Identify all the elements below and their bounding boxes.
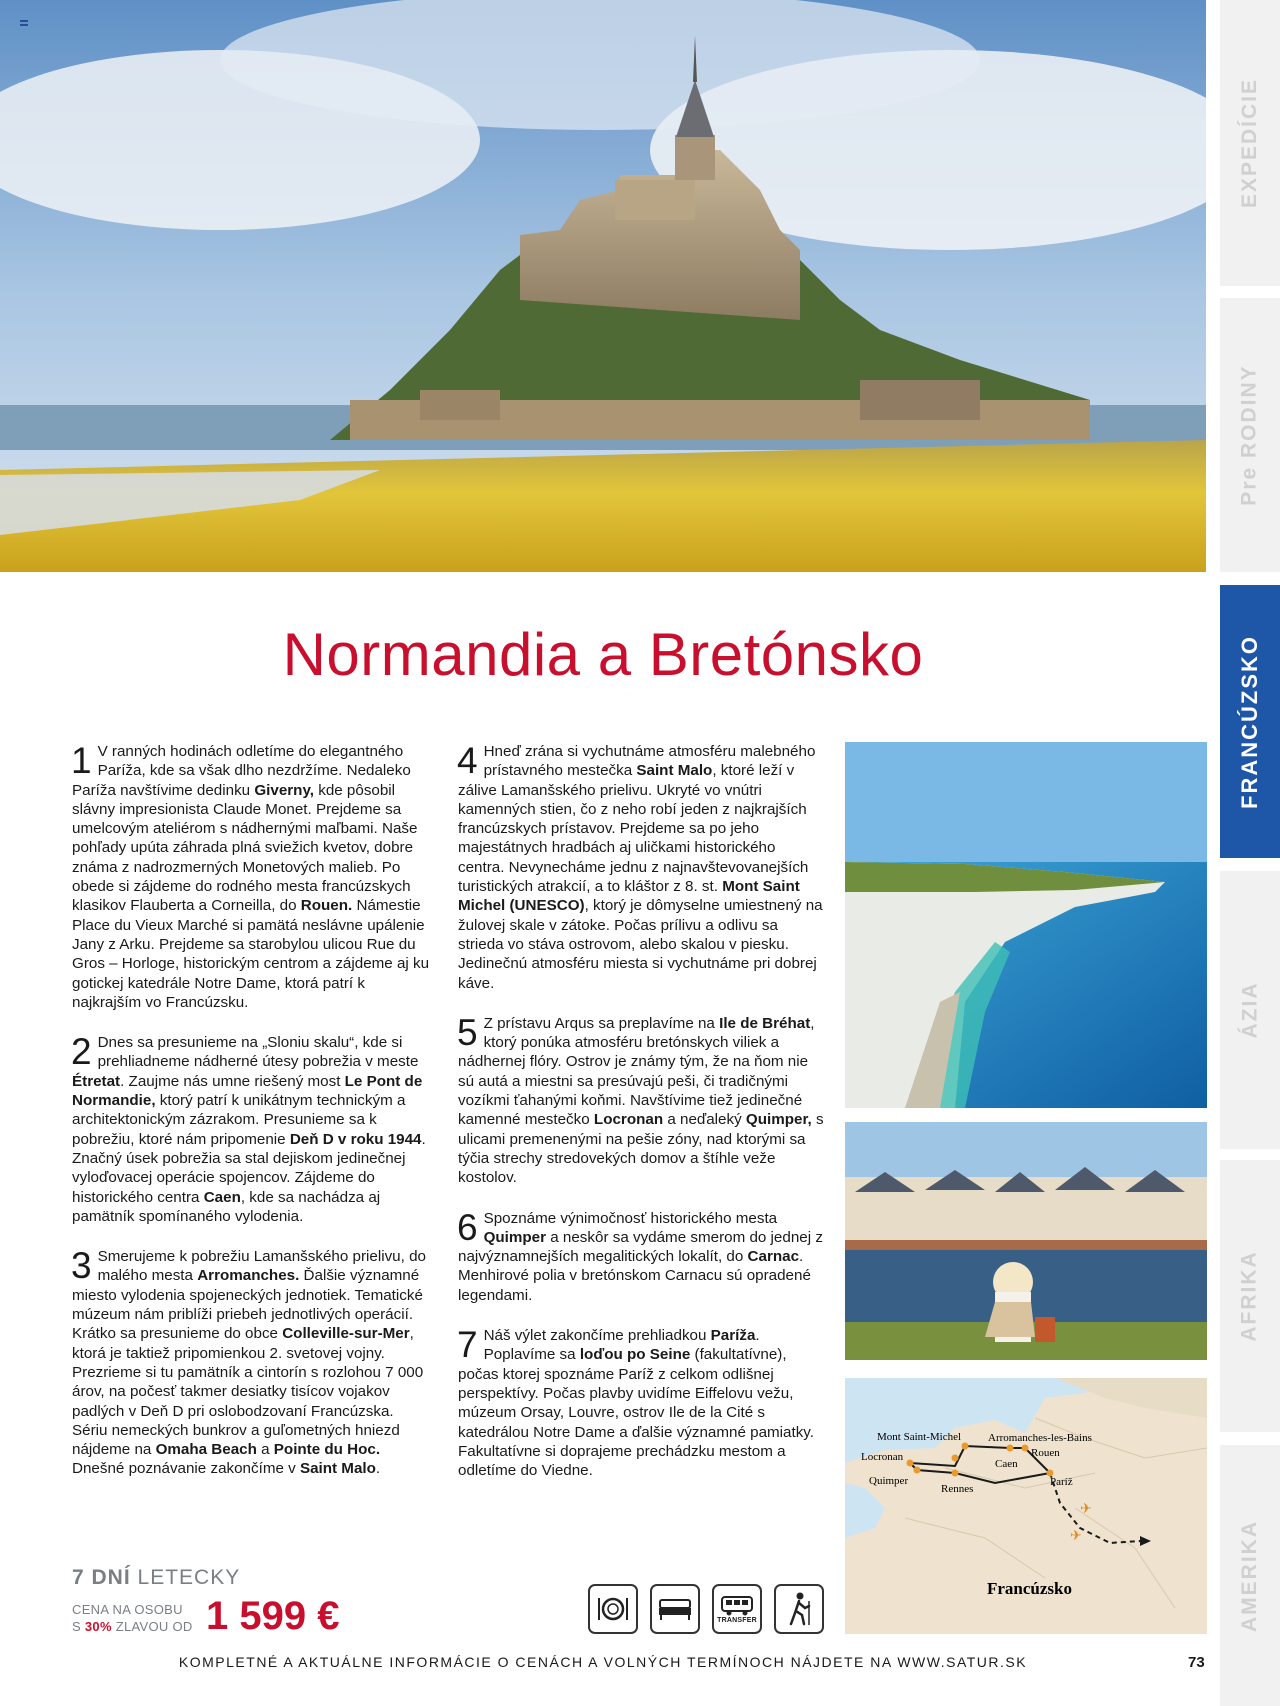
highlighted-place: Rouen. (300, 897, 353, 915)
highlighted-place: Saint Malo (636, 762, 713, 780)
day-number: 2 (71, 1031, 92, 1073)
highlighted-place: Mont Saint Michel (UNESCO) (458, 878, 800, 915)
price-label: CENA NA OSOBU S 30% ZLAVOU OD (72, 1602, 193, 1634)
itinerary-text: Smerujeme k pobrežiu Lamanšského prielivu, do malého mesta (97, 1248, 426, 1285)
itinerary-text: s ulicami premenenými na pešie zóny, nad ktorými sa týčia strechy stredovekých domov a štíhle veže kostolov. (458, 1111, 824, 1187)
highlighted-place: Ile de Bréhat (719, 1014, 811, 1032)
map-label: Quimper (869, 1475, 909, 1487)
highlighted-place: Deň D v roku 1944 (289, 1130, 422, 1148)
photo-harbour-town (845, 1122, 1207, 1360)
tab-expedicie[interactable]: EXPEDÍCIE (1220, 0, 1280, 286)
highlighted-place: Pointe du Hoc. (273, 1441, 381, 1459)
map-country-label: Francúzsko (987, 1579, 1072, 1598)
hero-photo-mont-saint-michel (0, 0, 1206, 572)
highlighted-place: Locronan (593, 1111, 664, 1129)
itinerary-text: , ktoré leží v zálive Lamanšského prielivu. Ukryté vo vnútri kamenných stien, čo z neho robí jeden z najkrajších francúzskych prístavov. Prejdeme sa po jeho majestátnych hradbách aj uličkami historického centra. Nevynecháme jednu z najnavštevovanejších turistických atrakcií, a to kláštor z 8. st. (458, 762, 809, 896)
itinerary-text: . Značný úsek pobrežia sa stal dejiskom jedinečnej vyloďovacej operácie spojencov. Zájdeme do historického centra (72, 1130, 426, 1206)
itinerary-text: , ktorý je dômyselne umiestnený na žulovej skale v zátoke. Počas prílivu a odlivu sa strieda vo stáva ostrovom, alebo skalou v piesku. Jedinečnú atmosféru miesta si vychutnáme pri dobrej káve. (458, 897, 823, 992)
day-number: 1 (71, 740, 92, 781)
itinerary-text: Z prístavu Arqus sa preplavíme na (483, 1014, 720, 1032)
service-icons (588, 1584, 824, 1634)
itinerary-text: Ďalšie významné miesto vylodenia spojeneckých jednotiek. Tematické múzeum nám priblíži priebeh jednotlivých operácií. Krátko sa presunieme do obce (72, 1267, 423, 1343)
tab-francuzsko[interactable]: FRANCÚZSKO (1220, 585, 1280, 858)
bus-transfer-icon: TRANSFER (712, 1584, 762, 1634)
highlighted-place: Caen (203, 1188, 241, 1206)
map-label: Paríž (1050, 1476, 1073, 1488)
itinerary-day (72, 1033, 430, 1226)
airplane-icon: ✈ (1080, 1500, 1092, 1516)
section-tabs (1220, 0, 1280, 1706)
page-number: 73 (1188, 1654, 1205, 1671)
corner-mark (20, 20, 28, 26)
itinerary-text: . Poplavíme sa (483, 1327, 760, 1364)
itinerary-text: Námestie Place du Vieux Marché si pamätá neslávne upálenie Jany z Arku. Prejdeme sa starobylou ulicou Rue du Gros – Horloge, historickým centrom a zájdeme aj ku gotickej katedrále Notre Dame, ktorá patrí k najkrajším vo Francúzsku. (72, 897, 430, 1011)
price-amount: 1 599 € (206, 1594, 340, 1638)
highlighted-place: Saint Malo (299, 1460, 376, 1478)
map-label: Rouen (1031, 1447, 1060, 1459)
highlighted-place: Le Pont de Normandie, (72, 1072, 423, 1110)
itinerary-column-right (458, 742, 824, 1501)
meals-icon (588, 1584, 638, 1634)
itinerary-text: . (375, 1460, 381, 1478)
highlighted-place: Quimper, (745, 1111, 812, 1129)
map-label: Mont Saint-Michel (877, 1431, 962, 1443)
itinerary-text: Hneď zrána si vychutnáme atmosféru malebného prístavného mestečka (483, 743, 816, 780)
day-number: 6 (457, 1206, 478, 1248)
itinerary-text: . Zaujme nás umne riešený most (120, 1072, 345, 1090)
footer-info: KOMPLETNÉ A AKTUÁLNE INFORMÁCIE O CENÁCH A VOLNÝCH TERMÍNOCH NÁJDETE NA WWW.SATUR.SK (178, 1654, 1028, 1670)
itinerary-text: Náš výlet zakončíme prehliadkou (483, 1327, 711, 1345)
day-number: 4 (457, 740, 478, 781)
day-number: 3 (71, 1245, 92, 1287)
page-title: Normandia a Bretónsko (282, 621, 924, 688)
itinerary-column-left (72, 742, 430, 1500)
itinerary-day (458, 1326, 824, 1480)
highlighted-place: Quimper (483, 1228, 547, 1246)
itinerary-text: Dnes sa presunieme na „Sloniu skalu“, kde si prehliadneme nádherné útesy pobrežia v meste (97, 1034, 419, 1071)
itinerary-text: V ranných hodinách odletíme do elegantného Paríža, kde sa však dlho nezdržíme. Nedaleko Paríža navštívime dedinku (72, 743, 411, 799)
tab-azia[interactable]: ÁZIA (1220, 871, 1280, 1149)
highlighted-place: Arromanches. (197, 1267, 300, 1285)
map-label: Arromanches-les-Bains (988, 1432, 1092, 1444)
bed-icon (650, 1584, 700, 1634)
itinerary-text: , ktorý ponúka atmosféru bretónskych viliek a nádhernej flóry. Ostrov je známy tým, že na ňom nie sú autá a miestni sa presúvajú peši, či tradičnými vozíkmi ťahanými koňmi. Navštívime tiež jedinečné kamenné mestečko (458, 1014, 815, 1129)
highlighted-place: loďou po Seine (579, 1346, 691, 1364)
day-number: 7 (457, 1324, 478, 1366)
itinerary-text: a neskôr sa vydáme smerom do jednej z najvýznamnejších megalitických lokalít, do (458, 1228, 823, 1266)
map-label: Locronan (861, 1451, 904, 1463)
tab-pre-rodiny[interactable]: Pre RODINY (1220, 298, 1280, 572)
map-label: Caen (995, 1458, 1018, 1470)
highlighted-place: Colleville-sur-Mer (282, 1325, 410, 1343)
airplane-icon: ✈ (1070, 1527, 1082, 1543)
itinerary-text: , kde sa nachádza aj pamätník spomínaného vylodenia. (72, 1188, 381, 1225)
highlighted-place: Paríža (710, 1327, 756, 1345)
itinerary-text: a neďaleký (663, 1111, 746, 1129)
itinerary-text: a (256, 1441, 274, 1459)
itinerary-text: kde pôsobil slávny impresionista Claude Monet. Prejdeme sa umelcovým ateliérom s nádhernými maľbami. Naše pohľady upúta záhrada plná sviežich kvetov, dobre známa z nadrozmerných Monetových malieb. Po obede si zájdeme do rodného mesta francúzskych klasikov Flauberta a Corneilla, do (72, 781, 418, 915)
itinerary-text: (fakultatívne), počas ktorej spoznáme Paríž z celkom odlišnej perspektívy. Počas plavby uvidíme Eiffelovu vežu, múzeum Orsay, Louvre, ostrov Ile de la Cité s katedrálou Notre Dame a ďalšie významné pamiatky. Fakultatívne si doprajeme prechádzku mestom a odletíme do Viedne. (458, 1346, 814, 1480)
tab-afrika[interactable]: AFRIKA (1220, 1160, 1280, 1432)
itinerary-day (72, 742, 430, 1012)
photo-etretat-cliffs (845, 742, 1207, 1108)
hiking-icon (774, 1584, 824, 1634)
highlighted-place: Omaha Beach (155, 1441, 257, 1459)
map-label: Rennes (941, 1483, 974, 1495)
trip-duration: 7 DNÍ LETECKY (72, 1566, 241, 1589)
highlighted-place: Giverny, (254, 781, 314, 799)
highlighted-place: Carnac (747, 1248, 800, 1266)
route-map (845, 1378, 1207, 1634)
itinerary-day (458, 742, 824, 993)
itinerary-text: . Menhirové polia v bretónskom Carnacu sú opradené legendami. (458, 1248, 811, 1304)
day-number: 5 (457, 1011, 478, 1053)
highlighted-place: Étretat (72, 1072, 121, 1090)
itinerary-day (457, 1011, 824, 1188)
tab-amerika[interactable]: AMERIKA (1220, 1445, 1280, 1706)
itinerary-text: , ktorá je taktiež pripomienkou 2. svetovej vojny. Prezrieme si tu pamätník a cintorín s rozlohou 7 000 árov, na počesť takmer desiatky tisícov vojakov padlých v Deň D pri oslobodzovaní Francúzska. Sériu nemeckých bunkrov a guľometných hniezd nájdeme na (72, 1325, 424, 1459)
itinerary-text: ktorý patrí k unikátnym technickým a architektonickým zázrakom. Presunieme sa k pobrežiu, ktoré nám pripomenie (72, 1092, 406, 1148)
itinerary-text: Spoznáme výnimočnosť historického mesta (483, 1209, 778, 1227)
itinerary-day (457, 1206, 824, 1305)
itinerary-text: Dnešné poznávanie zakončíme v (72, 1460, 300, 1478)
itinerary-day (72, 1247, 430, 1479)
